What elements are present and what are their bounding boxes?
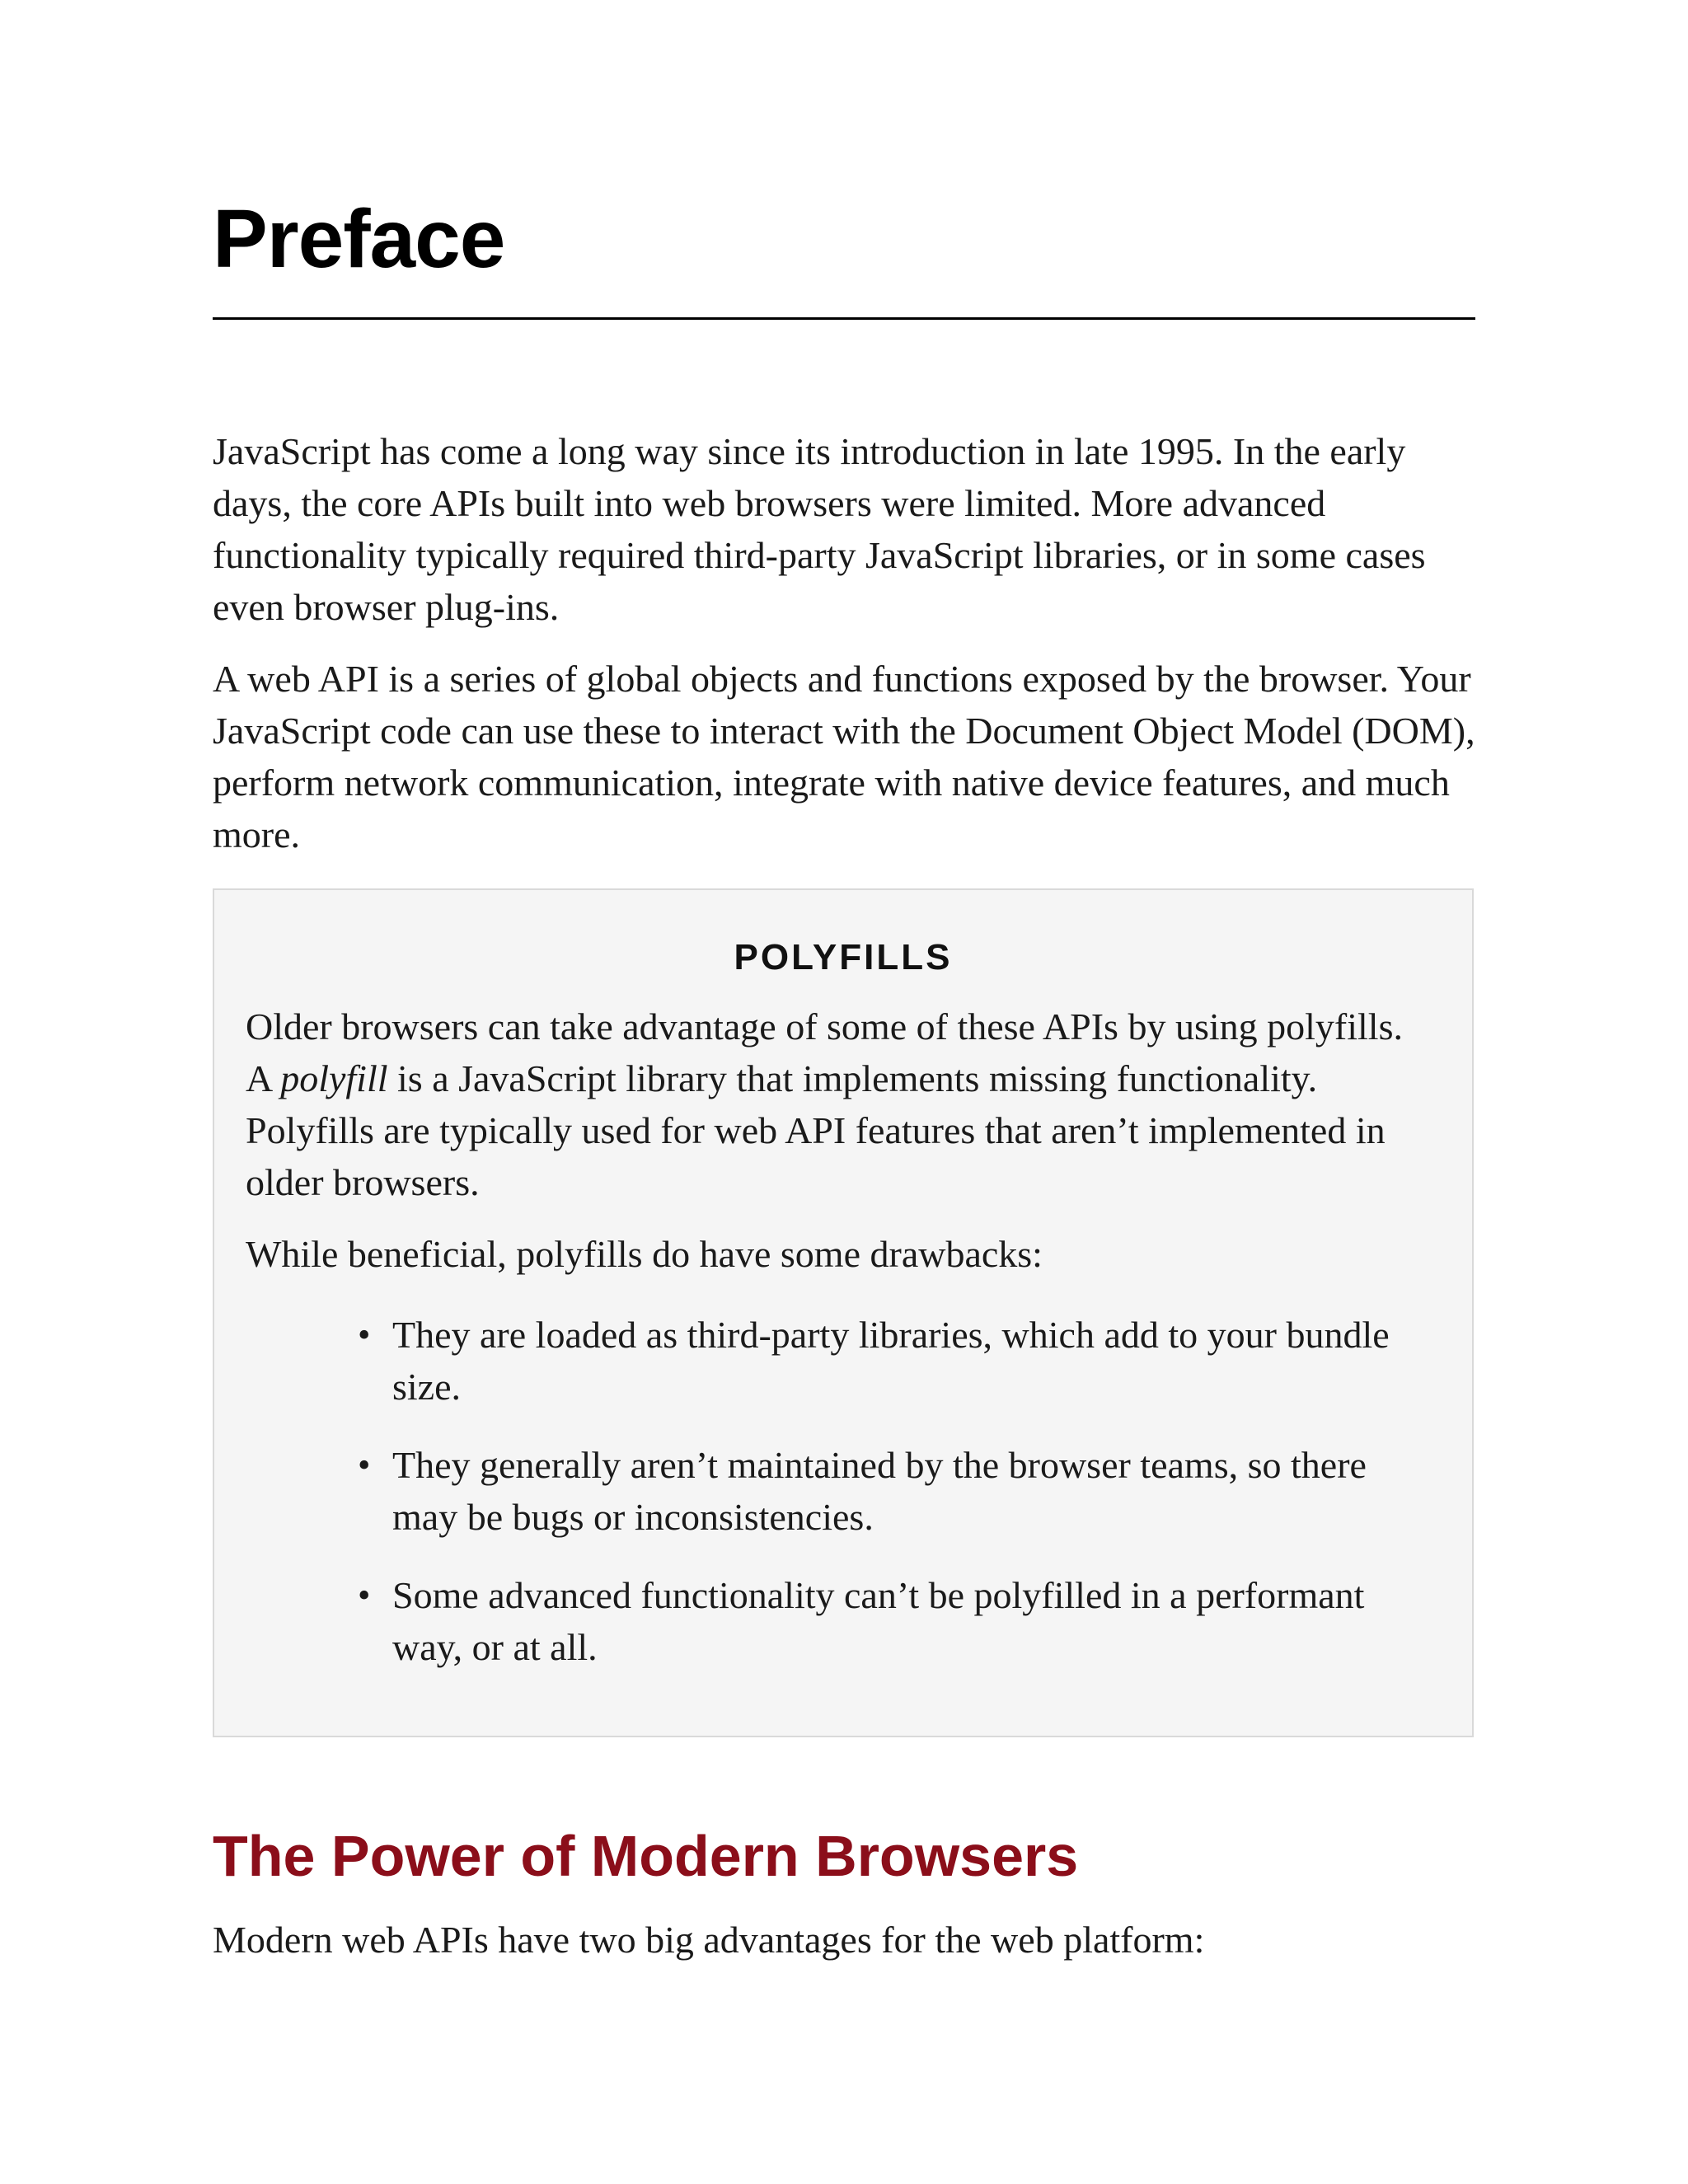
polyfill-text-before: Older browsers can take advantage of some of these APIs by using polyfills. A [246, 1005, 1403, 1099]
web-api-paragraph: A web API is a series of global objects and functions exposed by the browser. Your JavaScript code can use these to interact with the Document Object Model (DOM), perform network communication, integrate with native device features, and much more. [213, 658, 1475, 855]
polyfill-term: polyfill [280, 1057, 388, 1099]
chapter-title: Preface [213, 193, 505, 285]
drawback-text: Some advanced functionality can’t be polyfilled in a performant way, or at all. [392, 1574, 1365, 1668]
drawback-text: They generally aren’t maintained by the browser teams, so there may be bugs or inconsistencies. [392, 1444, 1367, 1538]
intro-paragraph: JavaScript has come a long way since its introduction in late 1995. In the early days, the core APIs built into web browsers were limited. More advanced functionality typically required third-party JavaScript libraries, or in some cases even browser plug-ins. [213, 430, 1426, 628]
bullet-icon: • [358, 1575, 371, 1615]
drawbacks-list [358, 1309, 1414, 1699]
list-item [358, 1309, 1414, 1413]
bullet-icon: • [358, 1445, 371, 1485]
drawbacks-intro: While beneficial, polyfills do have some drawbacks: [246, 1233, 1043, 1275]
sidebar-title: POLYFILLS [734, 937, 953, 977]
list-item [358, 1569, 1414, 1673]
list-item [358, 1439, 1414, 1543]
section-heading: The Power of Modern Browsers [213, 1824, 1079, 1888]
section-paragraph: Modern web APIs have two big advantages for the web platform: [213, 1919, 1205, 1961]
polyfill-text-after: is a JavaScript library that implements missing functionality. Polyfills are typically used for web API features that aren’t implemented in older browsers. [246, 1057, 1386, 1203]
polyfills-sidebar [213, 888, 1474, 1737]
drawback-text: They are loaded as third-party libraries, which add to your bundle size. [392, 1314, 1390, 1408]
title-divider [213, 317, 1475, 320]
bullet-icon: • [358, 1315, 371, 1355]
polyfill-definition-paragraph [246, 1001, 1432, 1208]
